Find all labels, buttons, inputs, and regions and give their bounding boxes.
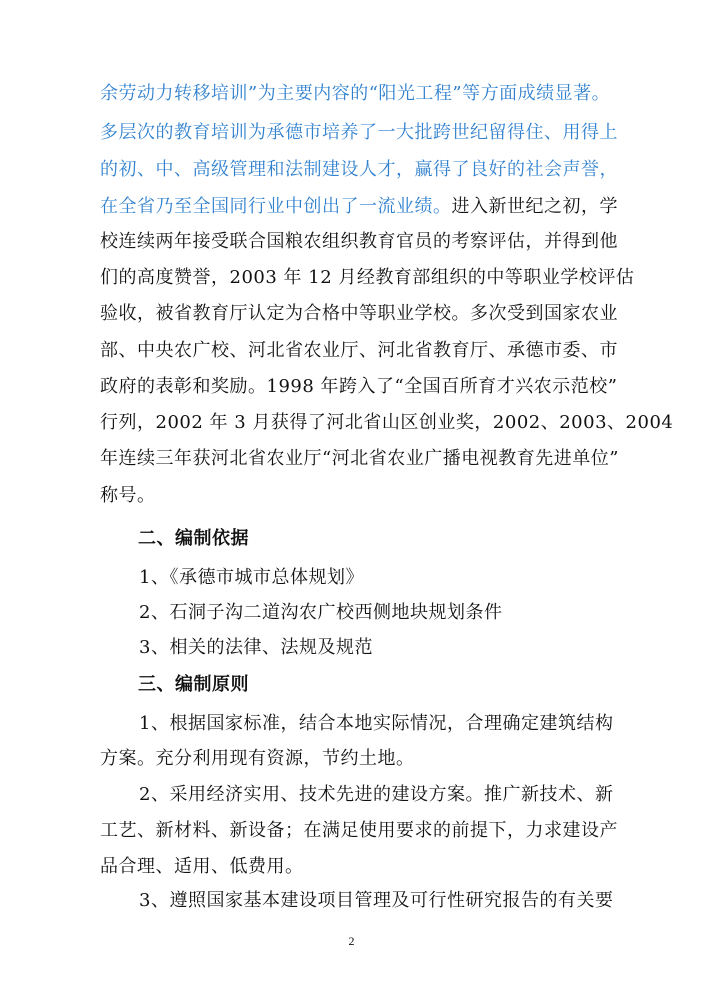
paragraph-line: 年连续三年获河北省农业厅“河北省农业广播电视教育先进单位” <box>100 448 619 469</box>
list-item: 2、石洞子沟二道沟农广校西侧地块规划条件 <box>139 602 503 623</box>
paragraph-line: 方案。充分利用现有资源，节约土地。 <box>100 748 415 769</box>
paragraph-line: 称号。 <box>100 485 156 506</box>
paragraph-line: 们的高度赞誉，2003 年 12 月经教育部组织的中等职业学校评估 <box>100 267 635 288</box>
paragraph-line: 3、遵照国家基本建设项目管理及可行性研究报告的有关要 <box>139 890 614 911</box>
paragraph-line: 余劳动力转移培训”为主要内容的“阳光工程”等方面成绩显著。 <box>100 83 611 104</box>
paragraph-line: 的初、中、高级管理和法制建设人才，赢得了良好的社会声誉， <box>100 159 618 180</box>
list-item: 1、《承德市城市总体规划》 <box>139 567 364 588</box>
section-heading: 三、编制原则 <box>138 674 249 695</box>
paragraph-line: 校连续两年接受联合国粮农组织教育官员的考察评估，并得到他 <box>100 231 618 252</box>
paragraph-line-mixed <box>100 195 618 219</box>
paragraph-line: 多层次的教育培训为承德市培养了一大批跨世纪留得住、用得上 <box>100 122 618 143</box>
paragraph-line: 2、采用经济实用、技术先进的建设方案。推广新技术、新 <box>139 784 614 805</box>
section-heading: 二、编制依据 <box>138 528 249 549</box>
highlighted-text: 在全省乃至全国同行业中创出了一流业绩。 <box>100 196 452 217</box>
paragraph-line: 1、根据国家标准，结合本地实际情况，合理确定建筑结构 <box>139 713 614 734</box>
paragraph-line: 政府的表彰和奖励。1998 年跨入了“全国百所育才兴农示范校” <box>100 376 618 397</box>
paragraph-line: 部、中央农广校、河北省农业厅、河北省教育厅、承德市委、市 <box>100 340 618 361</box>
paragraph-line: 行列，2002 年 3 月获得了河北省山区创业奖，2002、2003、2004 <box>100 412 674 433</box>
body-text: 进入新世纪之初，学 <box>451 196 618 217</box>
paragraph-line: 工艺、新材料、新设备；在满足使用要求的前提下，力求建设产 <box>100 820 618 841</box>
paragraph-line: 品合理、适用、低费用。 <box>100 856 304 877</box>
paragraph-line: 验收，被省教育厅认定为合格中等职业学校。多次受到国家农业 <box>100 303 618 324</box>
page-number: 2 <box>348 934 355 948</box>
list-item: 3、相关的法律、法规及规范 <box>139 637 373 658</box>
